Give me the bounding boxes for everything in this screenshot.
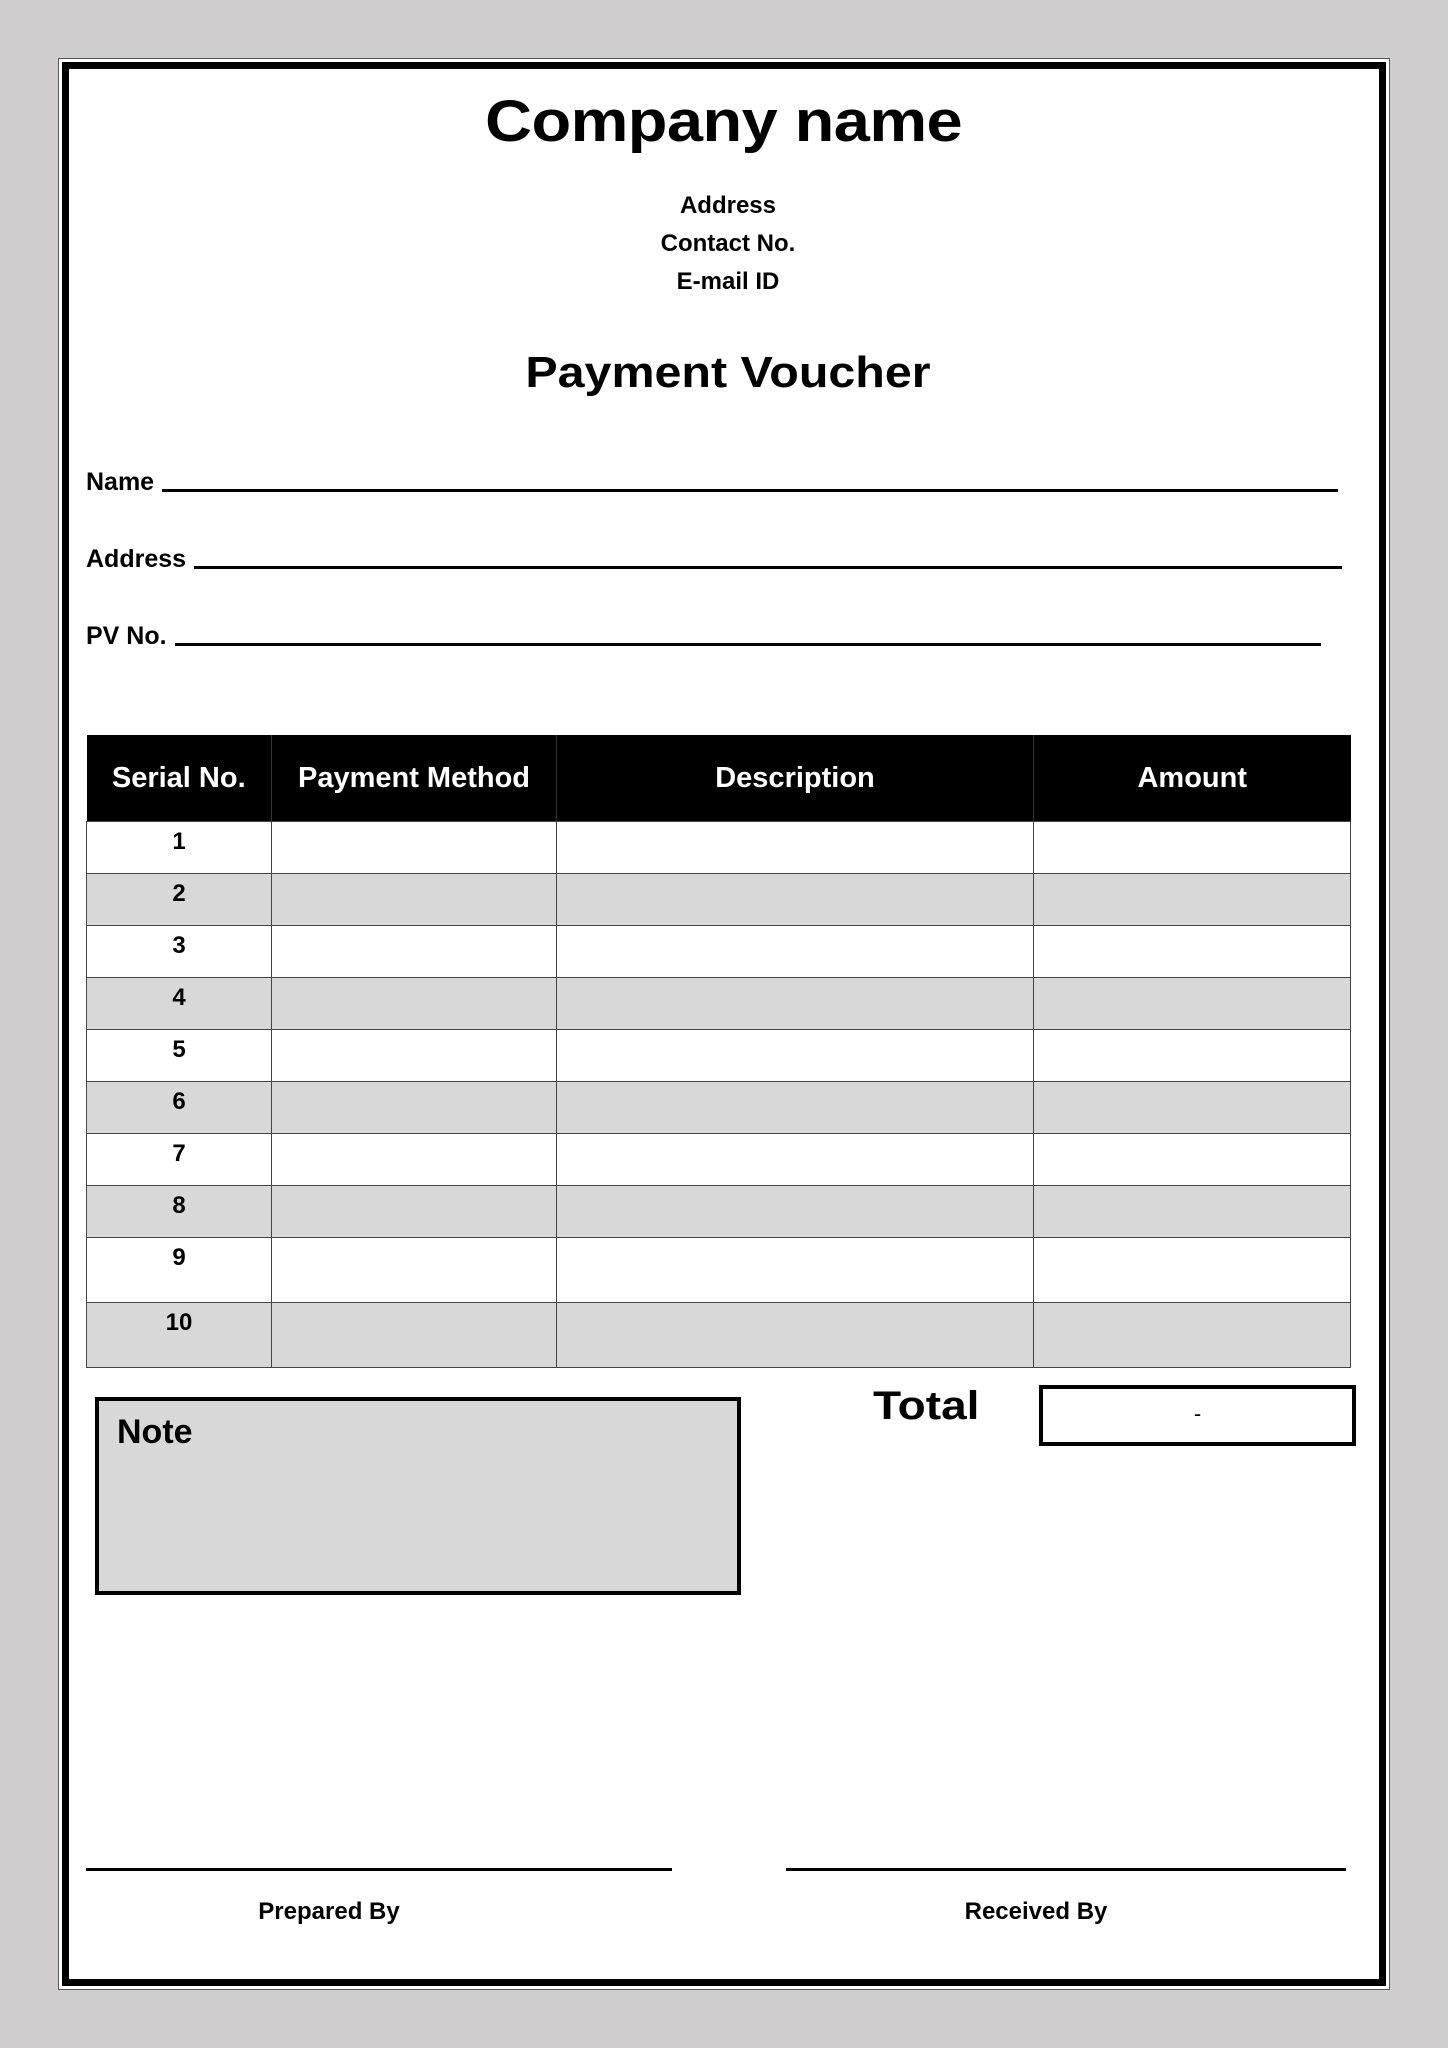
column-header-amount: Amount — [1034, 735, 1351, 822]
payment-method-cell[interactable] — [272, 874, 557, 926]
description-cell[interactable] — [557, 874, 1034, 926]
company-contact: Contact No. — [660, 230, 796, 257]
amount-cell[interactable] — [1034, 1238, 1351, 1303]
serial-cell: 1 — [87, 822, 272, 874]
table-row — [87, 1030, 1351, 1082]
amount-cell[interactable] — [1034, 1134, 1351, 1186]
serial-cell: 4 — [87, 978, 272, 1030]
serial-cell: 9 — [87, 1238, 272, 1303]
total-value[interactable]: - — [1039, 1385, 1356, 1446]
amount-cell[interactable] — [1034, 1030, 1351, 1082]
note-box[interactable] — [95, 1397, 741, 1595]
serial-cell: 3 — [87, 926, 272, 978]
prepared-by-label: Prepared By — [258, 1898, 400, 1925]
table-row — [87, 822, 1351, 874]
description-cell[interactable] — [557, 1030, 1034, 1082]
description-cell[interactable] — [557, 1238, 1034, 1303]
serial-cell: 2 — [87, 874, 272, 926]
description-cell[interactable] — [557, 1082, 1034, 1134]
table-row — [87, 1186, 1351, 1238]
payment-method-cell[interactable] — [272, 926, 557, 978]
amount-cell[interactable] — [1034, 1082, 1351, 1134]
serial-cell: 6 — [87, 1082, 272, 1134]
company-address: Address — [679, 192, 777, 219]
prepared-by-signature-line[interactable] — [86, 1868, 672, 1871]
company-name: Company name — [485, 89, 963, 154]
payment-items-table — [86, 735, 1351, 1368]
column-header-description: Description — [557, 735, 1034, 822]
serial-cell: 5 — [87, 1030, 272, 1082]
payment-method-cell[interactable] — [272, 1082, 557, 1134]
table-row — [87, 926, 1351, 978]
pv-label: PV No. — [86, 622, 167, 650]
amount-cell[interactable] — [1034, 926, 1351, 978]
amount-cell[interactable] — [1034, 978, 1351, 1030]
serial-cell: 10 — [87, 1303, 272, 1368]
company-email: E-mail ID — [676, 268, 780, 295]
table-row — [87, 874, 1351, 926]
payment-method-cell[interactable] — [272, 1303, 557, 1368]
description-cell[interactable] — [557, 1303, 1034, 1368]
payment-method-cell[interactable] — [272, 1238, 557, 1303]
pv-number-field[interactable] — [86, 622, 1321, 651]
payment-method-cell[interactable] — [272, 1030, 557, 1082]
address-label: Address — [86, 545, 187, 573]
description-cell[interactable] — [557, 978, 1034, 1030]
name-input-line[interactable] — [162, 469, 1338, 492]
table-row — [87, 978, 1351, 1030]
description-cell[interactable] — [557, 926, 1034, 978]
address-field[interactable] — [86, 545, 1342, 574]
description-cell[interactable] — [557, 822, 1034, 874]
amount-cell[interactable] — [1034, 874, 1351, 926]
payment-method-cell[interactable] — [272, 978, 557, 1030]
amount-cell[interactable] — [1034, 1303, 1351, 1368]
note-label: Note — [117, 1413, 193, 1451]
amount-cell[interactable] — [1034, 1186, 1351, 1238]
table-header-row — [87, 735, 1351, 822]
received-by-label: Received By — [964, 1898, 1108, 1925]
total-label: Total — [873, 1384, 980, 1428]
pv-input-line[interactable] — [175, 623, 1321, 646]
name-label: Name — [86, 468, 155, 496]
received-by-signature-line[interactable] — [786, 1868, 1346, 1871]
table-row — [87, 1238, 1351, 1303]
column-header-serial: Serial No. — [87, 735, 272, 822]
description-cell[interactable] — [557, 1186, 1034, 1238]
amount-cell[interactable] — [1034, 822, 1351, 874]
voucher-title: Payment Voucher — [525, 348, 931, 397]
payment-method-cell[interactable] — [272, 1186, 557, 1238]
address-input-line[interactable] — [194, 546, 1342, 569]
name-field[interactable] — [86, 468, 1338, 497]
payment-method-cell[interactable] — [272, 822, 557, 874]
serial-cell: 8 — [87, 1186, 272, 1238]
serial-cell: 7 — [87, 1134, 272, 1186]
description-cell[interactable] — [557, 1134, 1034, 1186]
payment-method-cell[interactable] — [272, 1134, 557, 1186]
table-row — [87, 1082, 1351, 1134]
table-row — [87, 1303, 1351, 1368]
column-header-payment-method: Payment Method — [272, 735, 557, 822]
table-row — [87, 1134, 1351, 1186]
